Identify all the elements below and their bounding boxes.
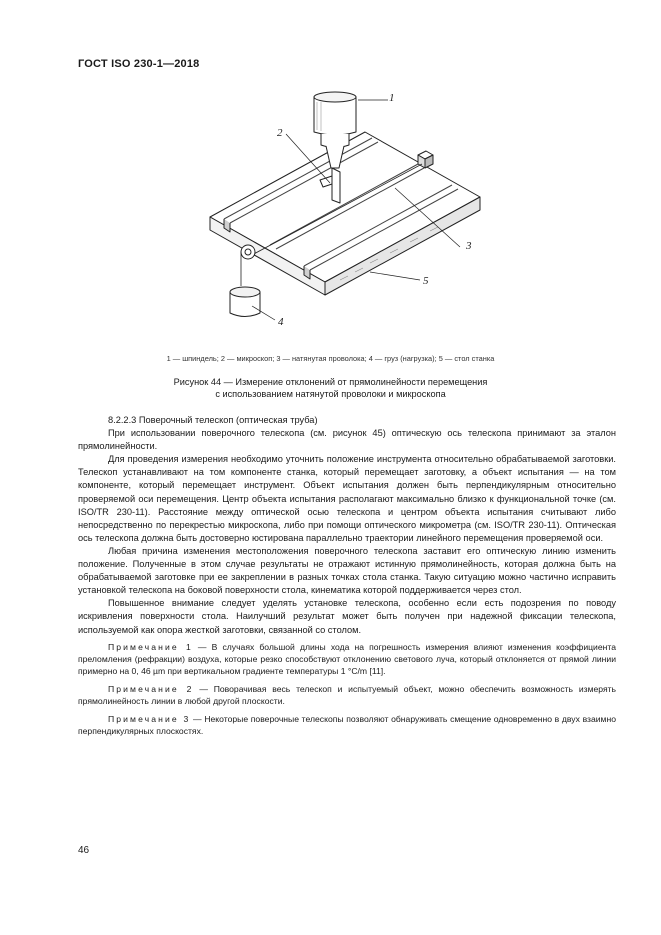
paragraph: При использовании поверочного телескопа (см. рисунок 45) оптическую ось телескопа принимают за эталон прямолинейности. bbox=[78, 428, 616, 452]
paragraph: Любая причина изменения местоположения поверочного телескопа заставит его оптическую линию изменить положение. Полученные в этом случае результаты не отражают истинную прямолинейность, которая должна быть на обрабатываемой заготовке при ее закреплении в разных точках стола станка. Такую ситуацию можно частично исправить установкой телескопа на боковой поверхности стола, кинематика которой поддерживается через стол. bbox=[78, 545, 616, 596]
callout-1: 1 bbox=[389, 92, 395, 104]
callout-5: 5 bbox=[423, 275, 429, 287]
note-3-label: Примечание 3 bbox=[108, 713, 191, 724]
note-1 bbox=[78, 641, 616, 678]
machine-table bbox=[210, 132, 480, 295]
note-1-text: — В случаях большой длины хода на погрешность измерения влияют изменения коэффициента преломления (рефракции) воздуха, которые резко способствуют отклонению светового луча, который отклоняется от прямой линии примерно на 0, 46 µm при вертикальном градиенте температуры 1 °C/m [11]. bbox=[78, 641, 616, 677]
paragraph: Повышенное внимание следует уделять установке телескопа, особенно если есть подозрения по поводу искривления поверхности стола. Наилучший результат может быть получен при надежной фиксации телескопа, используемой как опора жесткой заготовки, связанной со столом. bbox=[78, 598, 616, 635]
weight bbox=[230, 287, 260, 317]
figure-caption bbox=[0, 377, 661, 400]
note-2-text: — Поворачивая весь телескоп и испытуемый объект, можно обеспечить возможность измерять прямолинейность линии в любой другой плоскости. bbox=[78, 683, 617, 707]
callout-2: 2 bbox=[277, 127, 283, 139]
note-3-text: — Некоторые поверочные телескопы позволяют обнаруживать смещение одновременно в двух взаимно перпендикулярных плоскостях. bbox=[78, 713, 616, 737]
document-header: ГОСТ ISO 230-1—2018 bbox=[78, 58, 200, 70]
section-body bbox=[78, 414, 616, 737]
section-heading: 8.2.2.3 Поверочный телескоп (оптическая труба) bbox=[108, 415, 318, 425]
page-number: 46 bbox=[78, 845, 90, 856]
wire-anchor-block bbox=[418, 151, 433, 168]
figure-caption-line-1: Рисунок 44 — Измерение отклонений от прямолинейности перемещения bbox=[173, 377, 488, 387]
figure-legend: 1 — шпиндель; 2 — микроскоп; 3 — натянутая проволока; 4 — груз (нагрузка); 5 — стол станка bbox=[166, 354, 495, 363]
pulley bbox=[241, 245, 255, 286]
callout-3: 3 bbox=[466, 240, 472, 252]
figure-caption-line-2: с использованием натянутой проволоки и микроскопа bbox=[215, 388, 446, 399]
note-1-label: Примечание 1 bbox=[108, 641, 193, 652]
note-3 bbox=[78, 713, 616, 738]
note-2-label: Примечание 2 bbox=[108, 683, 194, 694]
figure-44-diagram bbox=[190, 80, 520, 350]
paragraph: Для проведения измерения необходимо уточнить положение инструмента относительно обрабатываемой заготовки. Телескоп устанавливают на том компоненте станка, который перемещает заготовку, а объект испытания — на том компоненте, который перемещает инструмент. Объект испытания должен быть перпендикулярным относительно проверяемой оси перемещения. Центр объекта испытания располагают максимально близко к функциональной точке (см. ISO/TR 230-11). Расстояние между оптической осью телескопа и центром объекта испытания считывают либо непосредственно по перекрестью микроскопа, либо при помощи оптического микрометра (см. ISO/TR 230-11). Оптическая ось телескопа должна быть достоверно юстирована параллельно траектории линейного перемещения проверяемой оси. bbox=[78, 454, 616, 543]
callout-4: 4 bbox=[278, 316, 284, 328]
note-2 bbox=[78, 683, 616, 708]
